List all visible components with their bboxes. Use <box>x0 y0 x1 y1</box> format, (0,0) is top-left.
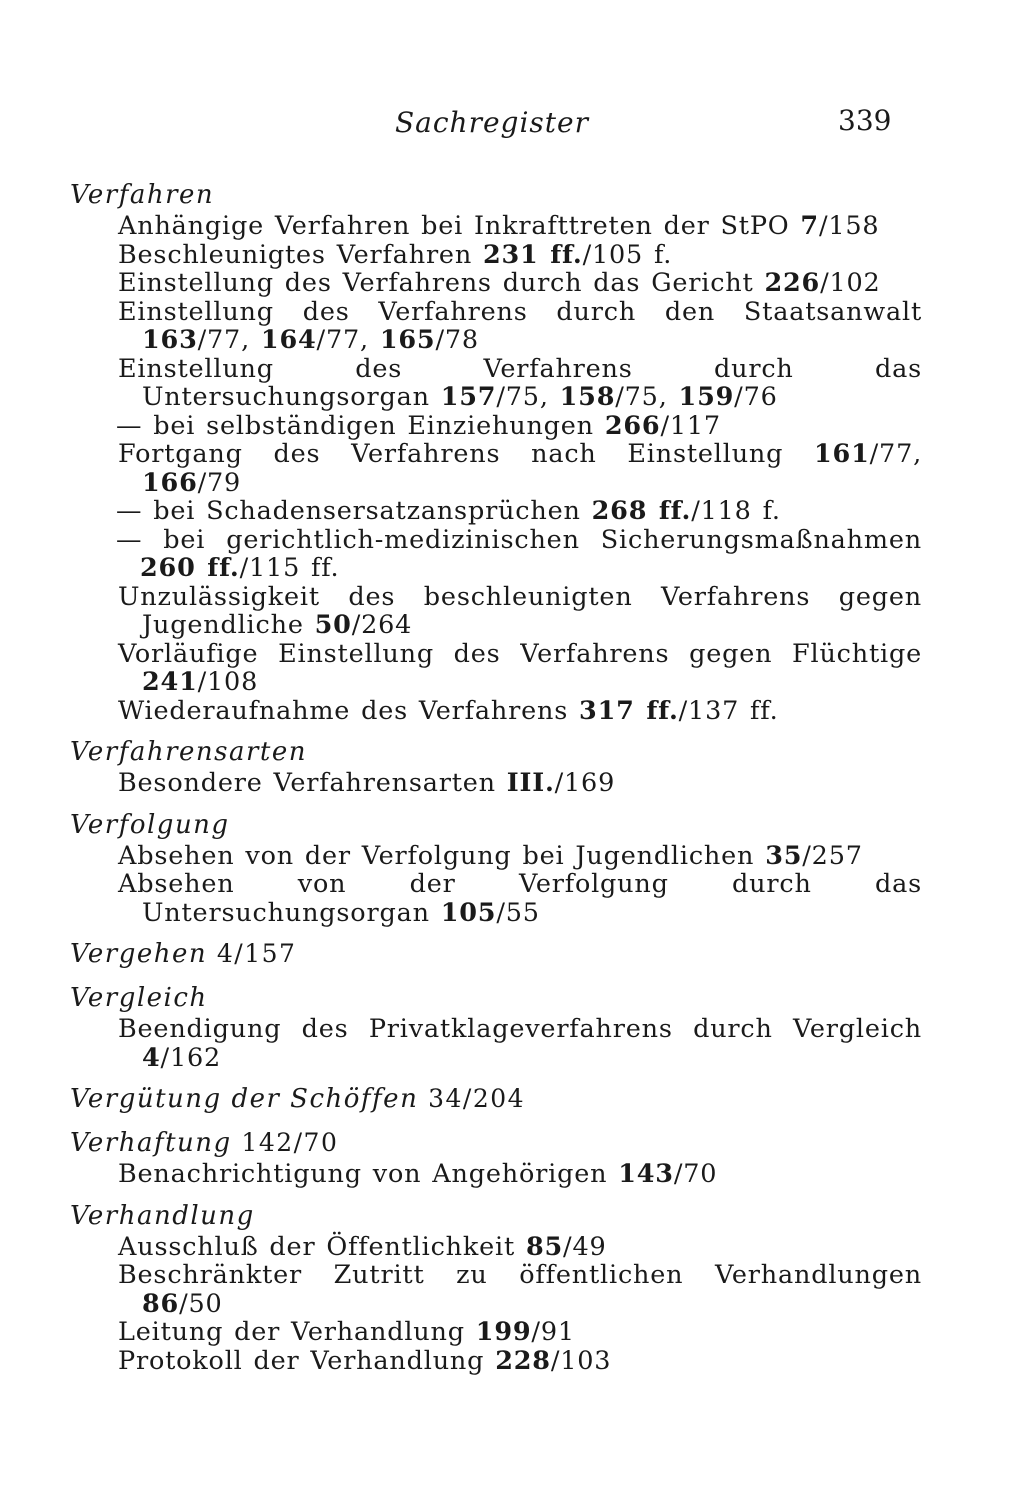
index-entry-ref: III./169 <box>506 768 616 798</box>
index-entry-ref: 163/77, 164/77, 165/78 <box>142 325 479 355</box>
index-entry <box>90 870 922 927</box>
index-section <box>66 178 922 725</box>
index-entry <box>90 355 922 412</box>
index-entry <box>90 298 922 355</box>
index-entry-ref: 260 ff./115 ff. <box>140 553 340 583</box>
index-entry-text: Vorläufige Einstellung des Verfahrens gegen Flüchtige <box>118 638 922 669</box>
index-section <box>66 1082 922 1116</box>
page-number: 339 <box>838 104 892 137</box>
index-entry-ref: 157/75, 158/75, 159/76 <box>440 382 778 412</box>
index-entry-ref: 241/108 <box>142 667 259 697</box>
index-heading-text: Vergleich <box>70 983 208 1013</box>
index-entry-ref: 35/257 <box>765 840 863 871</box>
index-heading-text: Verhaftung <box>70 1128 232 1158</box>
index-heading <box>66 1082 922 1116</box>
index-entry <box>90 269 922 298</box>
index-section <box>66 981 922 1072</box>
index-section <box>66 1126 922 1189</box>
index-heading-text: Verfahren <box>70 180 215 210</box>
index-heading-text: Verfahrensarten <box>70 737 307 767</box>
index-entry <box>90 1347 922 1376</box>
index-heading-text: Vergehen <box>70 939 208 969</box>
index-entry <box>90 1160 922 1189</box>
index-entry <box>90 1318 922 1347</box>
index-entry-ref: 199/91 <box>475 1317 575 1347</box>
index-entry-ref: 4/162 <box>142 1042 222 1073</box>
index-heading-ref: 34/204 <box>428 1084 526 1113</box>
index-entry <box>88 526 922 583</box>
index-entry <box>90 583 922 640</box>
index-heading <box>66 981 922 1015</box>
index-entry-text: Beschränkter Zutritt zu öffentlichen Verhandlungen <box>118 1260 922 1290</box>
index-entry-text: — bei selbständigen Einziehungen <box>116 410 594 441</box>
index-heading-text: Verfolgung <box>70 809 230 840</box>
index-entry <box>88 497 922 526</box>
index-section <box>66 1199 922 1376</box>
index-entry <box>90 640 922 697</box>
index-entry <box>90 1233 922 1262</box>
index-section <box>66 735 922 798</box>
index-heading-ref: 142/70 <box>241 1128 339 1157</box>
index-entry-text: Absehen von der Verfolgung bei Jugendlichen <box>118 840 755 871</box>
index-entry-text: Einstellung des Verfahrens durch den Staatsanwalt <box>118 296 922 327</box>
index-entry <box>90 697 922 726</box>
index-entry-ref: 228/103 <box>495 1345 612 1376</box>
index-entry <box>90 769 922 798</box>
index-entry-ref: 85/49 <box>525 1231 607 1262</box>
index-entry-text: Beschleunigtes Verfahren <box>118 239 473 270</box>
index-entry-ref: 86/50 <box>142 1288 223 1319</box>
index-entry-text: Einstellung des Verfahrens durch das Gericht <box>118 268 754 298</box>
index-entry-ref: 7/158 <box>800 211 880 241</box>
index-heading-text: Vergütung der Schöffen <box>70 1084 419 1114</box>
index-heading <box>66 735 922 769</box>
index-entry-ref: 143/70 <box>618 1159 718 1189</box>
index-heading-text: Verhandlung <box>70 1200 255 1231</box>
index-entry-text: Protokoll der Verhandlung <box>118 1345 485 1376</box>
index-heading-ref: 4/157 <box>216 939 297 968</box>
index-entry-text: Ausschluß der Öffentlichkeit <box>118 1231 516 1262</box>
index-heading <box>66 808 922 842</box>
index-entry-text: Einstellung des Verfahrens durch das Untersuchungsorgan <box>118 353 922 412</box>
running-title: Sachregister <box>395 106 589 139</box>
index-entry <box>90 1015 922 1072</box>
index-entry <box>90 1261 922 1318</box>
index-entry <box>90 440 922 497</box>
index-entry-text: Besondere Verfahrensarten <box>118 768 496 798</box>
index-entry-text: Fortgang des Verfahrens nach Einstellung <box>118 439 784 469</box>
index-entry-text: Anhängige Verfahren bei Inkrafttreten der StPO <box>118 211 790 241</box>
index-entry-ref: 105/55 <box>440 897 540 928</box>
index-heading <box>66 937 922 971</box>
index-entry-text: — bei Schadensersatzansprüchen <box>116 496 581 526</box>
index-entry-text: Unzulässigkeit des beschleunigten Verfahrens gegen Jugendliche <box>118 581 922 640</box>
index-entry-ref: 161/77, 166/79 <box>142 439 923 498</box>
index-entry-ref: 317 ff./137 ff. <box>579 695 779 726</box>
index-entry-ref: 50/264 <box>314 610 413 640</box>
index-heading <box>66 1199 922 1233</box>
index-body <box>66 178 922 1385</box>
index-entry-ref: 266/117 <box>604 410 721 441</box>
index-entry <box>88 412 922 441</box>
index-entry <box>90 842 922 871</box>
index-heading <box>66 1126 922 1160</box>
index-entry-text: Benachrichtigung von Angehörigen <box>118 1159 608 1189</box>
index-entry-text: — bei gerichtlich-medizinischen Sicherungsmaßnahmen <box>116 524 922 555</box>
index-entry-text: Wiederaufnahme des Verfahrens <box>118 695 569 726</box>
index-entry-text: Absehen von der Verfolgung durch das Untersuchungsorgan <box>118 869 922 928</box>
index-section <box>66 808 922 928</box>
index-section <box>66 937 922 971</box>
index-heading <box>66 178 922 212</box>
index-entry <box>90 241 922 270</box>
index-entry-ref: 231 ff./105 f. <box>482 239 673 270</box>
index-entry-ref: 226/102 <box>764 268 881 298</box>
index-entry-text: Leitung der Verhandlung <box>118 1317 465 1347</box>
index-entry-text: Beendigung des Privatklageverfahrens durch Vergleich <box>118 1014 922 1044</box>
index-entry-ref: 268 ff./118 f. <box>591 496 781 526</box>
index-entry <box>90 212 922 241</box>
